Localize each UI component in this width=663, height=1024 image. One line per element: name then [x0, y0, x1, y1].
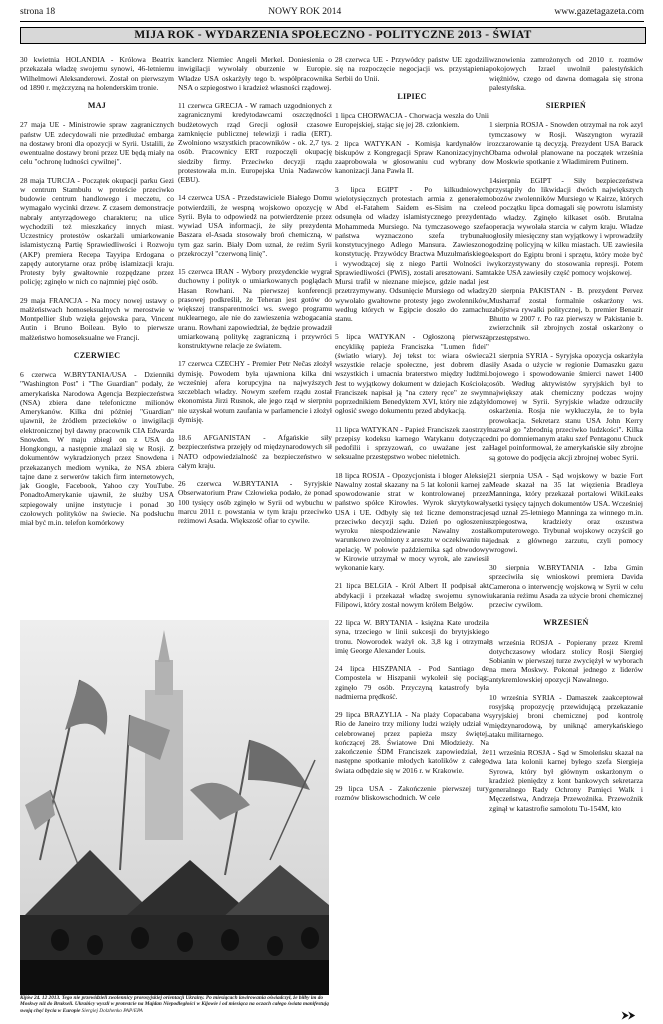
caption-text: Kijów 24. 12 2013. Tego nie przewidzieli zwolennicy prorosyjskiej orientacji Ukrainy. Po miesiącach lawirowania oświadczył, że biłby im do Moskwy niż do Brukseli. Ukraińcy wyszli w protestcie na Majdan Niepodległości w Kijowie i od miesiąca na oczach całego świata manifestują swoją chęć bycia w Europie: [20, 995, 329, 1014]
article-p: 21 sierpnia USA - Sąd wojskowy w bazie Fort Meade skazał na 35 lat więzienia Bradleya Manninga, który przekazał portalowi WikiLeaks setki tysięcy tajnych dokumentów USA. Wcześniej sąd uznał 25-letniego Manninga za winnego m.in. szpiegostwa, kradzieży oraz oszustwa komputerowego. Trybunał wojskowy oczyścił go jednak z głównego zarzutu, czyli pomocy wrogowi.: [489, 470, 643, 554]
article-p: 1 lipca CHORWACJA - Chorwacja weszła do Unii Europejskiej, stając się jej 28. członkiem.: [335, 111, 489, 130]
article-p: 1 sierpnia ROSJA - Snowden otrzymał na rok azyl tymczasowy w Rosji. Waszyngton wyraził rozczarowanie tą decyzją. Prezydent USA Barack Obama odwołał planowane na początek września w Moskwie spotkanie z Władimirem Putinem.: [489, 120, 643, 167]
article-p: 28 maja TURCJA - Początek okupacji parku Gezi w centrum Stambułu w proteście przeciwko budowie centrum handlowego i meczetu, co wymagało wycinki drzew. Z czasem demonstracje nabrały antyrządowego charakteru; na ulice wychodzili też mieszkańcy innych miast. Uczestnicy protestów oskarżali umiarkowanie islamistyczną Partię Sprawiedliwości i Rozwoju (AKP) premiera Recepa Tayyipa Erdogana o zapędy autorytarne oraz próbę islamizacji kraju. Protesty były gwałtownie rozpędzane przez policję; zginęło w nich co najmniej pięć osób.: [20, 175, 174, 287]
section-banner: MIJA ROK - WYDARZENIA SPOŁECZNO - POLITYCZNE 2013 - ŚWIAT: [20, 27, 646, 44]
article-p: 27 maja UE - Ministrowie spraw zagranicznych państw UE zdecydowali nie przedłużać embarga na dostawy broni dla opozycji w Syrii. Ustalili, że ewentualne dostawy broni przez UE będą miały na celu "ochronę ludności cywilnej".: [20, 120, 174, 167]
month-heading: SIERPIEŃ: [545, 101, 587, 110]
page-number: strona 18: [20, 7, 56, 17]
article-p: 8 września ROSJA - Popierany przez Kreml dotychczasowy włodarz stolicy Rosji Siergiej Sobianin w pierwszej turze zwyciężył w wyborach na mera Moskwy. Pokonał jednego z liderów antykremlowskiej opozycji Nawalnego.: [489, 637, 643, 684]
page-header: [20, 6, 644, 18]
article-p: 14 czerwca USA - Przedstawiciele Białego Domu potwierdzili, że wespną wojskowo opozycję w Syrii. Była to odpowiedź na potwierdzenie przez wywiad USA informacji, że siły prezydenta Baszara el-Asada stosowały broń chemiczną, w tym gaz sarin. Biały Dom uznał, że reżim Syrii przekroczył "czerwoną linię".: [178, 193, 332, 258]
article-p: 15 czerwca IRAN - Wybory prezydenckie wygrał duchowny i polityk o umiarkowanych poglądach Hasan Rowhani. Na pierwszej konferencji prasowej podkreślił, że Teheran jest gotów do większej transparentności ws. swego programu nuklearnego, ale nie do zawieszenia wzbogacania uranu. Rowhani zapowiedział, że będzie prowadził umiarkowaną politykę zagraniczną i przywróci konstruktywne relacje ze światem.: [178, 267, 332, 350]
column-3: [335, 55, 489, 1015]
article-p: 14sierpnia EGIPT - Siły bezpieczeństwa przystąpiły do likwidacji dwóch największych obozów zwolenników Mursiego w Kairze, których od początku lipca domagali się powrotu islamisty do władzy. Zginęło kilkaset osób. Brutalna operacja wywołała starcia w całym kraju. Władze ogłosiły miesięczny stan wyjątkowy i wprowadziły godzinę policyjną w kilku miastach. UE zawiesiła eksport do Egiptu broni i sprzętu, który może być wykorzystywany do stosowania represji. Potem także USA zawiesiły część pomocy wojskowej.: [489, 175, 643, 277]
column-1: [20, 55, 174, 527]
article-p: 20 sierpnia PAKISTAN - B. prezydent Pervez Musharraf został formalnie oskarżony ws. zabójstwa rywalki politycznej, b. premier Benazir Bhutto w 2007 r. Po raz pierwszy w Pakistanie b. zwierzchnik sił zbrojnych został oskarżony o przestępstwo.: [489, 286, 643, 342]
article-p: 10 września SYRIA - Damaszek zaakceptował rosyjską propozycję przewidującą przekazanie syryjskiej broni chemicznej pod kontrolę międzynarodową, by uniknąć amerykańskiego ataku militarnego.: [489, 692, 643, 739]
article-p: 21 sierpnia SYRIA - Syryjska opozycja oskarżyła siły Asada o użycie w regionie Damaszku gazu bojowego i spowodowanie śmierci nawet 1400 osób. Według aktywistów syryjskich był to największy atak chemiczny podczas wojny domowej w Syrii. Syryjskie władze odrzuciły oskarżenia. Rosja nie wykluczyła, że to była prowokacja. Sekretarz stanu USA John Kerry nazwał go "zbrodnią przeciwko ludzkości". Kilka dni po domniemanym ataku szef Pentagonu Chuck Hagel poinformował, że amerykańskie siły zbrojne są gotowe do podjęcia akcji zbrojnej wobec Syrii.: [489, 350, 643, 462]
article-p: 6 czerwca W.BRYTANIA/USA - Dzienniki "Washington Post" i "The Guardian" podały, że amerykańska Narodowa Agencja Bezpieczeństwa (NSA) zbiera dane telefoniczne milionów Amerykanów. Kilka dni później "Guardian" ujawnił, że źródłem przecieków o inwigilacji elektronicznej był dawny pracownik CIA Edwarda Snowden. W maju zbiegł on z USA do Hongkongu, a następnie znalazł się w Rosji. Z dokumentów wykradzionych przez Snowdena i przekazanych mediom wynika, że NSA zbiera tajne dane z serwerów takich firm internetowych, jak Google, Facebook, Yahoo czy YouTube. PonadtoAmerykanie ujawnił, że służby USA szpiegowały unijne instytucje i ponad 30 czołowych polityków na świecie. Na podsłuchu miał być m.in. telefon komórkowy: [20, 370, 174, 527]
news-photo-kyiv-protest: [20, 620, 329, 995]
article-p: 28 czerwca UE - Przywódcy państw UE zgodzili się na rozpoczęcie negocjacji ws. przystąpienia Serbii do Unii.: [335, 55, 489, 83]
continued-arrow-icon: ⮞⮞: [622, 1010, 636, 1020]
article-p: kanclerz Niemiec Angeli Merkel. Doniesienia o inwigilacji wywołały oburzenie w Europie. Władze USA oskarżyły tego b. współpracownika NSA o szpiegostwo i kradzież własności rządowej.: [178, 55, 332, 92]
article-p: 29 lipca USA - Zakończenie pierwszej tury rozmów bliskowschodnich. W cele: [335, 783, 489, 802]
article-p: 30 kwietnia HOLANDIA - Królowa Beatrix przekazała władzę swojemu synowi, 46-letniemu Wilhelmowi Aleksanderowi. Został on pierwszym od 1890 r. mężczyzną na holenderskim tronie.: [20, 55, 174, 92]
article-p: 29 maja FRANCJA - Na mocy nowej ustawy o małżeństwach homoseksualnych w merostwie w Montpellier ślub wzięła gejowska para, Vincent Autin i Bruno Boileau. Było to pierwsze małżeństwo homoseksualne we Francji.: [20, 295, 174, 342]
article-p: 30 sierpnia W.BRYTANIA - Izba Gmin sprzeciwiła się wnioskowi premiera Davida Camerona o interwencję wojskową w Syrii w celu ukarania reżimu Asada za użycie broni chemicznej przeciw cywilom.: [489, 563, 643, 609]
article-p: wznowienia zamrożonych od 2010 r. rozmów pokojowych Izrael uwolnił palestyńskich więźniów, czego od dawna domagała się strona palestyńska.: [489, 55, 643, 92]
protest-photo-illustration: [20, 620, 329, 995]
column-4: [489, 55, 643, 1010]
column-2: [178, 55, 332, 610]
month-heading: LIPIEC: [397, 91, 427, 101]
site-url[interactable]: www.gazetagazeta.com: [554, 7, 644, 17]
article-p: 22 lipca W. BRYTANIA - księżna Kate urodziła syna, trzeciego w linii sukcesji do brytyjskiego tronu. Noworodek ważył ok. 3,8 kg i otrzymał imię George Alexander Louis.: [335, 618, 489, 655]
month-heading: MAJ: [87, 101, 107, 110]
photo-credit: Siergiej Dolzhenko PAP/EPA: [81, 1007, 143, 1014]
article-p: 18 lipca ROSJA - Opozycjonista i bloger Aleksiej Nawalny został skazany na 5 lat kolonii karnej za spowodowanie strat w kontrolowanej przez państwo spółce Kirowles. Wyrok skrytykowały USA i UE. Odbyły się też liczne demonstracje przeciwko decyzji sądu. Dzień po ogłoszeniu wyroku niespodziewanie Nawalny został warunkowo zwolniony z aresztu w oczekiwaniu na apelację. W połowie października sąd obwodowy w Kirowie utrzymał w mocy wyrok, ale zawiesił wykonanie kary.: [335, 470, 489, 572]
header-rule: [20, 21, 644, 22]
article-p: 29 lipca BRAZYLIA - Na plaży Copacabana w Rio de Janeiro trzy miliony ludzi wzięły udział w celebrowanej przez papieża mszy świętej, kończącej 28. Światowe Dni Młodzieży. Na zakończenie ŚDM Franciszek zapowiedział, że następne spotkanie młodych katolików z całego świata odbędzie się w 2016 r. w Krakowie.: [335, 710, 489, 775]
article-p: 21 lipca BELGIA - Król Albert II podpisał akt abdykacji i przekazał władzę swojemu synowi Filipowi, który został nowym królem Belgów.: [335, 581, 489, 609]
month-heading: WRZESIEŃ: [543, 618, 589, 628]
article-p: 11 czerwca GRECJA - W ramach uzgodnionych z zagranicznymi kredytodawcami oszczędności budżetowych rząd Grecji ogłosił czasowe zamknięcie publicznej telewizji i radia (ERT). Zwolniono wszystkich pracowników - ok. 2,7 tys. osób. Pracownicy ERT rozpoczęli okupację siedziby firmy. Przeciwko decyzji rządu protestowała m.in. Europejska Unia Nadawców (EBU).: [178, 101, 332, 184]
article-p: 2 lipca WATYKAN - Komisja kardynałów i biskupów z Kongregacji Spraw Kanonizacyjnych zaaprobowała w głosowaniu cud wybrany do kanonizacji Jana Pawła II.: [335, 138, 489, 176]
month-heading: CZERWIEC: [73, 350, 121, 360]
article-p: 5 lipca WATYKAN - Ogłoszoną pierwszą encyklikę papieża Franciszka "Lumen fidei" (światło wiary). Jej tekst to: wiara oświeca wszystkie relacje społeczne, jest dobrem dla wszystkich i umacnia braterstwo między ludźmi. Jest to wyjątkowy dokument w dziejach Kościoła; Franciszek napisał ją "na cztery ręce" ze swym poprzednikiem Benedyktem XVI, który nie zdążył ogłosić swego dokumentu przed abdykacją.: [335, 332, 489, 416]
article-p: 11 lipca WATYKAN - Papież Franciszek zaostrzył przepisy kodeksu karnego Watykanu dotyczące pedofilii i sprzyzowań, co uważane jest za seksualne przestępstwo wobec nieletnich.: [335, 424, 489, 462]
issue-title: NOWY ROK 2014: [268, 7, 342, 17]
article-p: 17 czerwca CZECHY - Premier Petr Nečas złożył dymisję. Powodem była ujawniona kilka dni wcześniej afera korupcyjna na najwyższych szczeblach władzy. Nowym szefem rządu został ekonomista Jirzi Rusnok, ale jego rząd w sierpniu nie uzyskał wotum zaufania w parlamencie i złożył dymisję.: [178, 359, 332, 424]
photo-caption: [20, 995, 329, 1014]
article-p: 18.6 AFGANISTAN - Afgańskie siły bezpieczeństwa przejęły od międzynarodowych sił NATO odpowiedzialność za bezpieczeństwo w całym kraju.: [178, 433, 332, 470]
article-p: 24 lipca HISZPANIA - Pod Santiago de Compostela w Hiszpanii wykoleił się pociąg; zginęło 79 osób. Przyczyną katastrofy była nadmierna prędkość.: [335, 664, 489, 701]
article-p: 11 września ROSJA - Sąd w Smoleńsku skazał na dwa lata kolonii karnej byłego szefa Siergieja Syrowa, który był głównym oskarżonym o kradzież pieniędzy z kont bankowych sekretarza generalnego Rady Ochrony Pamięci Walk i Męczeństwa, Andrzeja Przewoźnika. Przewoźnik zginął w katastrofie samolotu Tu-154M, kto: [489, 748, 643, 813]
article-p: 3 lipca EGIPT - Po kilkudniowych wielotysięcznych protestach armia z generałem Abd el-Fatahem Saidem es-Sisim na czele odsunęła od władzy islamistycznego prezydenta Mohammeda Mursiego. Na tymczasowego szefa państwa wyznaczono szefa trybunału konstytucyjnego Adlego Mansura. Zawieszono konstytucję. Przywódcy Bractwa Muzułmańskiego i wywodzącej się z niego Partii Wolności i Sprawiedliwości (PWiS), zostali aresztowani. Sam Mursi trafił w nieznane miejsce, gdzie nadal jest przetrzymywany. Odsunięcie Mursiego od władzy wywołało gwałtowne protesty jego zwolenników, według których w Egipcie doszło do zamachu stanu.: [335, 184, 489, 323]
article-p: 26 czerwca W.BRYTANIA - Syryjskie Obserwatorium Praw Człowieka podało, że ponad 100 tysięcy osób zginęło w Syrii od wybuchu w marcu 2011 r. powstania w tym kraju przeciwko reżimowi Asada. Większość ofiar to cywile.: [178, 479, 332, 525]
